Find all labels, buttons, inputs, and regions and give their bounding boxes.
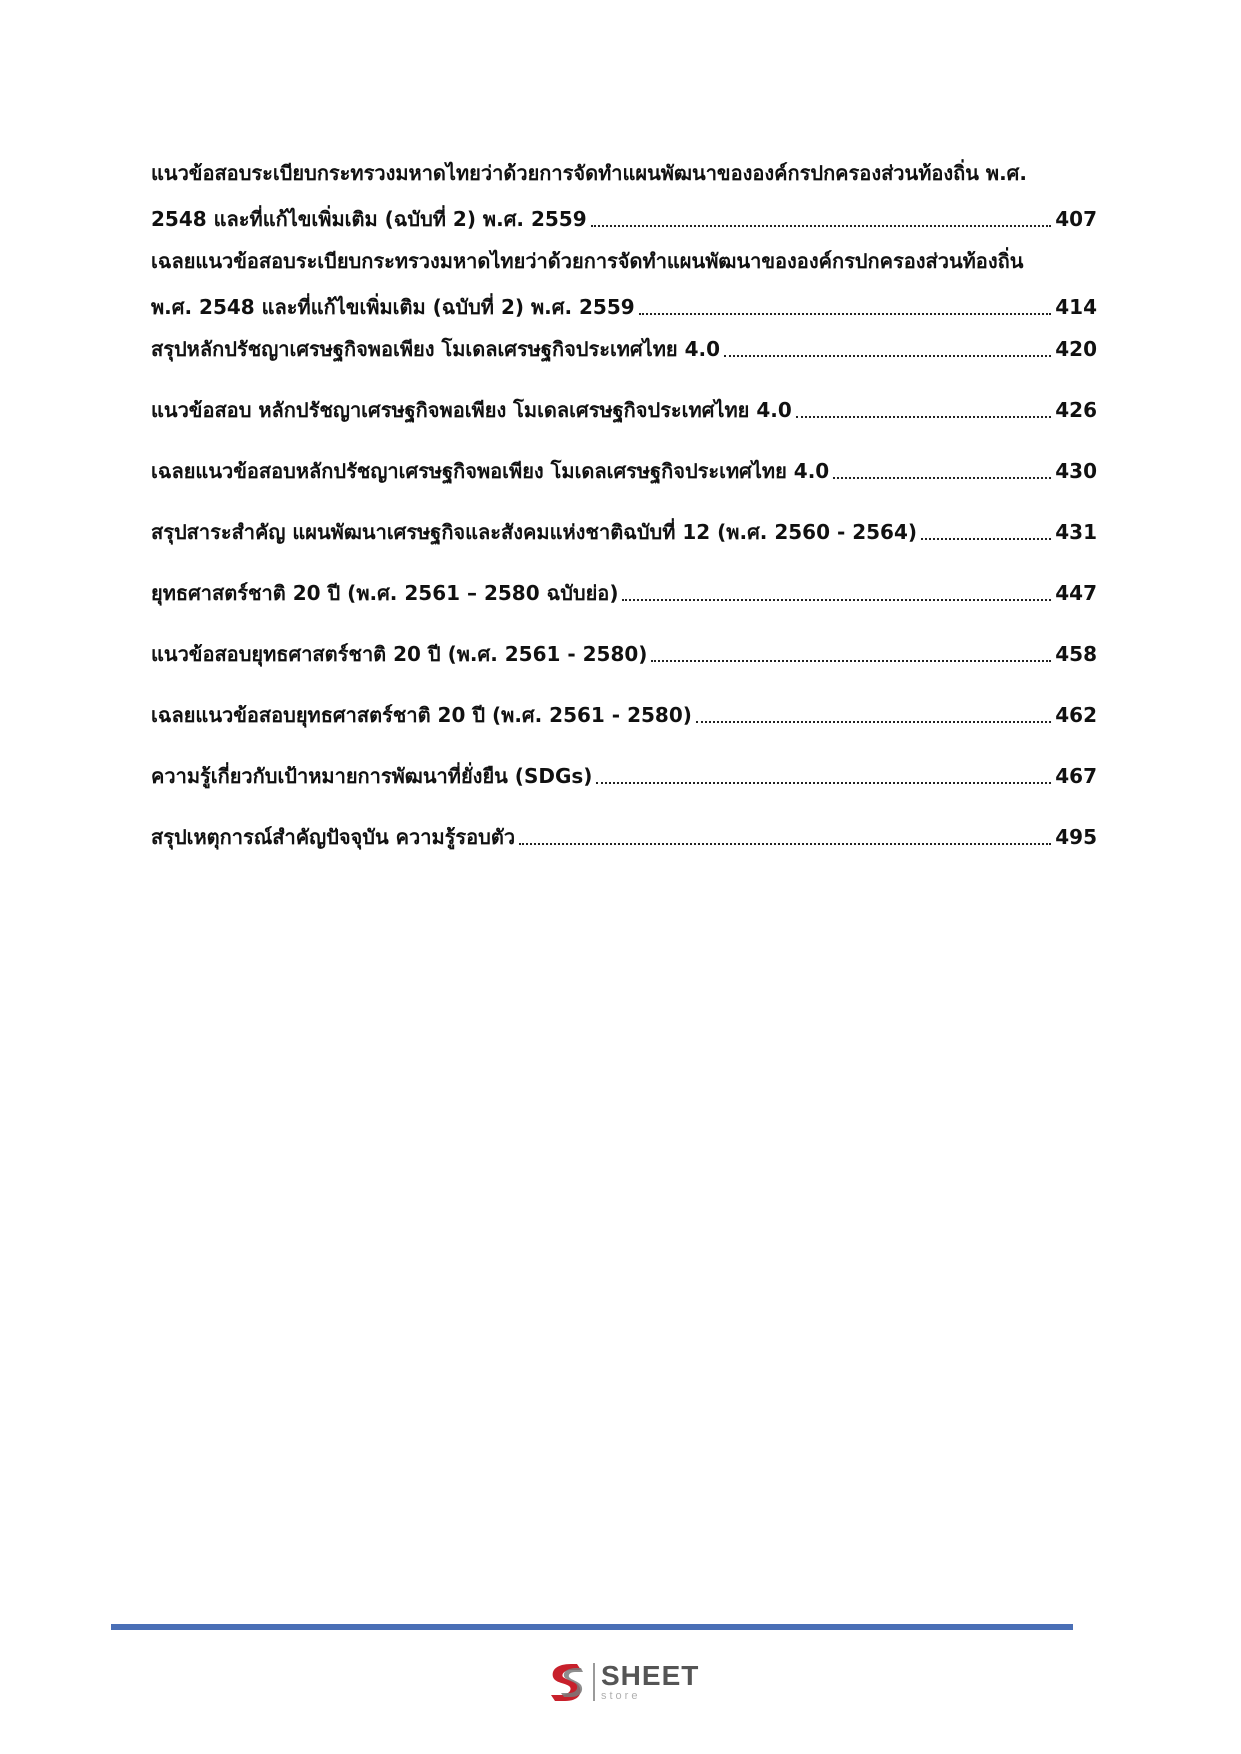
dot-leader	[833, 477, 1051, 479]
toc-entry-title: สรุปหลักปรัชญาเศรษฐกิจพอเพียง โมเดลเศรษฐกิจประเทศไทย 4.0	[151, 337, 721, 361]
toc-entry-page: 420	[1055, 337, 1097, 361]
toc-entry[interactable]	[151, 158, 1097, 234]
toc-entry-title: แนวข้อสอบ หลักปรัชญาเศรษฐกิจพอเพียง โมเดลเศรษฐกิจประเทศไทย 4.0	[151, 398, 792, 422]
toc-entry-page: 447	[1055, 581, 1097, 605]
toc-entry-page: 495	[1055, 825, 1097, 849]
sheet-store-logo-icon	[541, 1658, 589, 1706]
toc-entry[interactable]	[151, 700, 1097, 730]
toc-entry-page: 431	[1055, 520, 1097, 544]
toc-entry-title: แนวข้อสอบยุทธศาสตร์ชาติ 20 ปี (พ.ศ. 2561 - 2580)	[151, 642, 648, 666]
toc-entry-title: สรุปสาระสำคัญ แผนพัฒนาเศรษฐกิจและสังคมแห่งชาติฉบับที่ 12 (พ.ศ. 2560 - 2564)	[151, 520, 918, 544]
toc-entry-title: เฉลยแนวข้อสอบยุทธศาสตร์ชาติ 20 ปี (พ.ศ. 2561 - 2580)	[151, 703, 692, 727]
toc-entry-title: พ.ศ. 2548 และที่แก้ไขเพิ่มเติม (ฉบับที่ 2) พ.ศ. 2559	[151, 295, 635, 319]
toc-entry-page: 462	[1055, 703, 1097, 727]
toc-entry[interactable]	[151, 395, 1097, 425]
dot-leader	[921, 538, 1051, 540]
toc-entry-page: 426	[1055, 398, 1097, 422]
toc-entry[interactable]	[151, 822, 1097, 852]
sheet-store-logo	[541, 1656, 699, 1708]
toc-entry[interactable]	[151, 334, 1097, 364]
toc-entry-title-line1: เฉลยแนวข้อสอบระเบียบกระทรวงมหาดไทยว่าด้วยการจัดทำแผนพัฒนาขององค์กรปกครองส่วนท้องถิ่น	[151, 249, 1024, 273]
toc-entry[interactable]	[151, 761, 1097, 791]
toc-entry-title: สรุปเหตุการณ์สำคัญปัจจุบัน ความรู้รอบตัว	[151, 825, 516, 849]
table-of-contents	[151, 158, 1097, 883]
toc-entry-title: เฉลยแนวข้อสอบหลักปรัชญาเศรษฐกิจพอเพียง โมเดลเศรษฐกิจประเทศไทย 4.0	[151, 459, 830, 483]
logo-brand: SHEET	[601, 1660, 700, 1691]
toc-entry-page: 430	[1055, 459, 1097, 483]
toc-entry-title: ยุทธศาสตร์ชาติ 20 ปี (พ.ศ. 2561 – 2580 ฉบับย่อ)	[151, 581, 619, 605]
toc-entry-page: 414	[1055, 295, 1097, 319]
toc-entry-page: 458	[1055, 642, 1097, 666]
logo-text	[601, 1662, 699, 1702]
dot-leader	[596, 782, 1051, 784]
logo-divider	[593, 1663, 595, 1701]
dot-leader	[519, 843, 1051, 845]
toc-entry[interactable]	[151, 456, 1097, 486]
dot-leader	[622, 599, 1051, 601]
dot-leader	[591, 225, 1052, 227]
toc-entry[interactable]	[151, 517, 1097, 547]
toc-entry-page: 467	[1055, 764, 1097, 788]
toc-entry-title: 2548 และที่แก้ไขเพิ่มเติม (ฉบับที่ 2) พ.ศ. 2559	[151, 207, 587, 231]
dot-leader	[696, 721, 1051, 723]
dot-leader	[724, 355, 1051, 357]
dot-leader	[651, 660, 1051, 662]
dot-leader	[639, 313, 1052, 315]
footer-rule	[111, 1624, 1073, 1630]
logo-sub: store	[601, 1690, 641, 1702]
dot-leader	[796, 416, 1052, 418]
toc-entry-page: 407	[1055, 207, 1097, 231]
toc-entry-title-line1: แนวข้อสอบระเบียบกระทรวงมหาดไทยว่าด้วยการจัดทำแผนพัฒนาขององค์กรปกครองส่วนท้องถิ่น พ.ศ.	[151, 161, 1027, 185]
toc-entry[interactable]	[151, 246, 1097, 322]
toc-entry[interactable]	[151, 639, 1097, 669]
toc-entry-title: ความรู้เกี่ยวกับเป้าหมายการพัฒนาที่ยั่งยืน (SDGs)	[151, 764, 593, 788]
toc-entry[interactable]	[151, 578, 1097, 608]
